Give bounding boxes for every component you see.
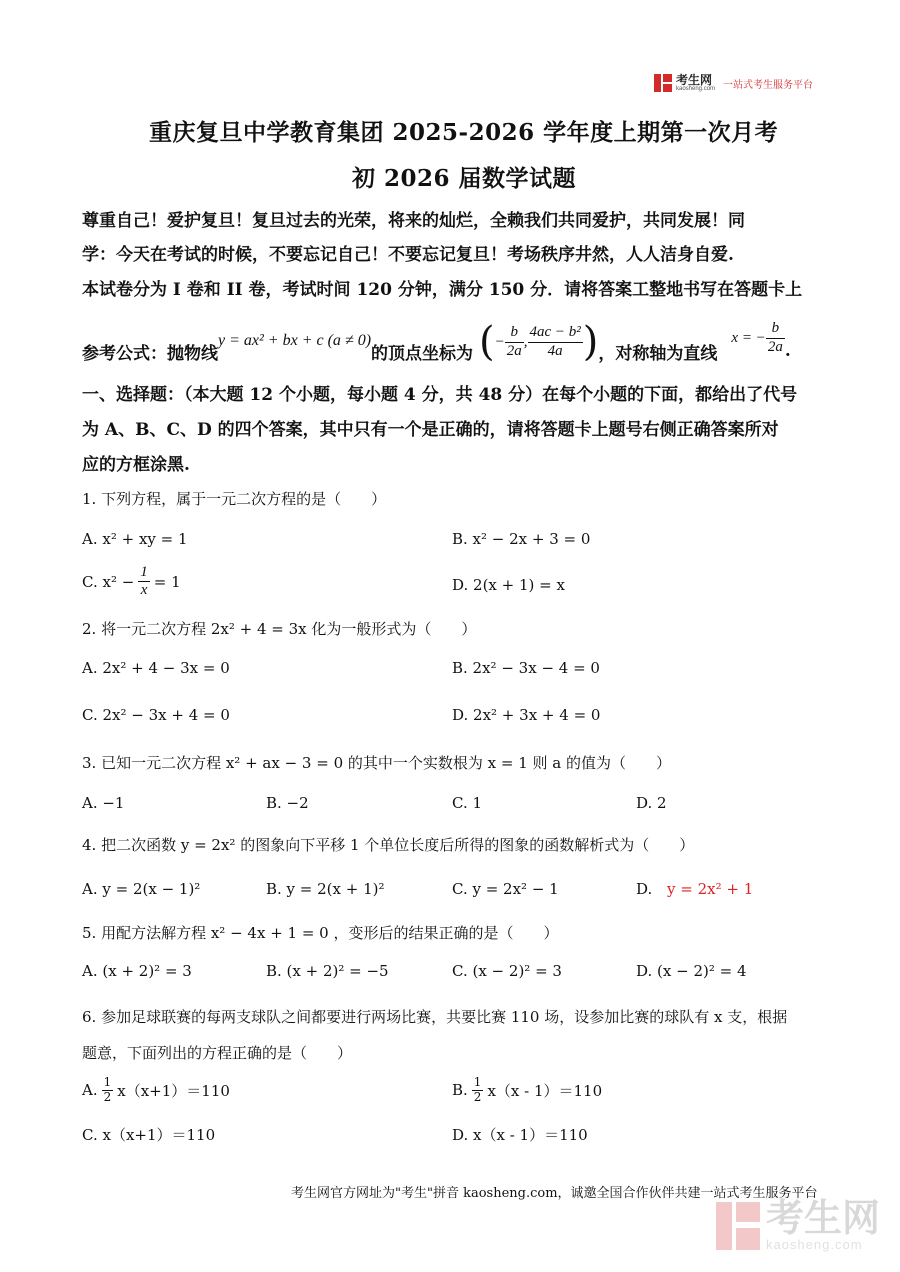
q6-b-rest: x（x - 1）＝110 bbox=[487, 1081, 603, 1100]
vertex-y-fraction bbox=[528, 324, 583, 360]
q6-option-c[interactable]: C. x（x+1）＝110 bbox=[82, 1126, 216, 1144]
vertex-x-fraction bbox=[505, 324, 524, 360]
q4-option-a[interactable]: A. y = 2(x − 1)² bbox=[82, 880, 201, 898]
formula-vertex-text: 的顶点坐标为 bbox=[371, 343, 474, 364]
title-line-2: 初 2026 届数学试题 bbox=[352, 165, 577, 192]
section1-line-2: 为 A、B、C、D 的四个答案，其中只有一个是正确的，请将答题卡上题号右侧正确答案所对 bbox=[82, 420, 779, 440]
q1-c-num: 1 bbox=[138, 564, 150, 582]
q3-option-d[interactable]: D. 2 bbox=[636, 794, 667, 812]
logo-slogan: 一站式考生服务平台 bbox=[723, 79, 814, 91]
q1-c-prefix: C. x² − bbox=[82, 572, 135, 591]
q4-option-d[interactable] bbox=[636, 880, 753, 898]
vertex-x-num: b bbox=[505, 324, 524, 342]
q1-option-b[interactable]: B. x² − 2x + 3 = 0 bbox=[452, 530, 591, 548]
q6-b-label: B. bbox=[452, 1081, 468, 1100]
q3-option-c[interactable]: C. 1 bbox=[452, 794, 483, 812]
q5-option-b[interactable]: B. (x + 2)² = −5 bbox=[266, 962, 389, 980]
logo-name: 考生网 bbox=[676, 73, 713, 87]
q2-option-c[interactable]: C. 2x² − 3x + 4 = 0 bbox=[82, 706, 230, 724]
q4-option-c[interactable]: C. y = 2x² − 1 bbox=[452, 880, 559, 898]
q6-stem-line-2: 题意，下面列出的方程正确的是（ ） bbox=[82, 1044, 353, 1062]
vertex-coordinates: ( − $\frac{b}{2a}$ , $\frac{\text{4ac − b²}}{4a}$ ) bbox=[479, 319, 599, 365]
q5-option-c[interactable]: C. (x − 2)² = 3 bbox=[452, 962, 562, 980]
q5-option-a[interactable]: A. (x + 2)² = 3 bbox=[82, 962, 192, 980]
q1-option-c[interactable] bbox=[82, 564, 181, 600]
vertex-y-num: 4ac − b² bbox=[528, 324, 583, 342]
formula-prefix: 参考公式：抛物线 bbox=[82, 343, 218, 364]
intro-line-2: 学：今天在考试的时候，不要忘记自己！不要忘记复旦！考场秩序井然，人人洁身自爱. bbox=[82, 245, 734, 265]
q6-option-a[interactable] bbox=[82, 1076, 230, 1105]
formula-parabola: y = ax² + bx + c (a ≠ 0) bbox=[218, 332, 372, 349]
logo-url: kaosheng.com bbox=[676, 86, 716, 92]
axis-num: b bbox=[766, 320, 785, 338]
vertex-y-den: 4a bbox=[547, 342, 563, 359]
title-line-1: 重庆复旦中学教育集团 2025-2026 学年度上期第一次月考 bbox=[149, 119, 779, 146]
q4-d-label: D. bbox=[636, 880, 653, 898]
q1-option-a[interactable]: A. x² + xy = 1 bbox=[82, 530, 188, 548]
section1-line-3: 应的方框涂黑. bbox=[82, 455, 190, 475]
axis-lhs: x = − bbox=[731, 329, 766, 346]
vertex-x-den: 2a bbox=[506, 342, 522, 359]
q2-option-b[interactable]: B. 2x² − 3x − 4 = 0 bbox=[452, 659, 600, 677]
axis-of-symmetry bbox=[731, 320, 784, 356]
q6-a-num: 1 bbox=[103, 1075, 112, 1089]
q6-a-den: 2 bbox=[103, 1089, 112, 1104]
q3-stem: 3. 已知一元二次方程 x² + ax − 3 = 0 的其中一个实数根为 x = 1 则 a 的值为（ ） bbox=[82, 754, 672, 772]
footer-text: 考生网官方网址为"考生"拼音 kaosheng.com，诚邀全国合作伙伴共建一站式考生服务平台 bbox=[291, 1186, 818, 1201]
formula-axis-text: ，对称轴为直线 bbox=[598, 343, 718, 364]
q5-option-d[interactable]: D. (x − 2)² = 4 bbox=[636, 962, 747, 980]
axis-fraction bbox=[766, 320, 785, 356]
q4-option-b[interactable]: B. y = 2(x + 1)² bbox=[266, 880, 385, 898]
reference-formula bbox=[82, 312, 791, 372]
q1-c-suffix: = 1 bbox=[153, 572, 181, 591]
q5-stem: 5. 用配方法解方程 x² − 4x + 1 = 0 ，变形后的结果正确的是（ ） bbox=[82, 924, 559, 942]
q6-option-b[interactable] bbox=[452, 1076, 602, 1105]
q3-option-a[interactable]: A. −1 bbox=[82, 794, 125, 812]
watermark-name: 考生网 bbox=[766, 1198, 881, 1240]
q4-stem: 4. 把二次函数 y = 2x² 的图象向下平移 1 个单位长度后所得的图象的函数解析式为（ ） bbox=[82, 836, 695, 854]
q1-option-d[interactable]: D. 2(x + 1) = x bbox=[452, 576, 565, 594]
intro-line-3: 本试卷分为 I 卷和 II 卷，考试时间 120 分钟，满分 150 分．请将答案工整地书写在答题卡上 bbox=[82, 280, 803, 300]
q6-b-fraction bbox=[472, 1076, 484, 1105]
q1-c-fraction bbox=[138, 564, 150, 600]
q6-a-label: A. bbox=[82, 1081, 98, 1100]
q6-a-fraction bbox=[102, 1076, 114, 1105]
q3-option-b[interactable]: B. −2 bbox=[266, 794, 309, 812]
header-logo bbox=[654, 74, 813, 92]
watermark bbox=[716, 1200, 880, 1251]
intro-line-1: 尊重自己！爱护复旦！复旦过去的光荣，将来的灿烂，全赖我们共同爱护，共同发展！同 bbox=[82, 211, 745, 231]
section1-line-1: 一、选择题：（本大题 12 个小题，每小题 4 分，共 48 分）在每个小题的下面，都给出了代号 bbox=[82, 385, 798, 405]
q6-b-den: 2 bbox=[473, 1089, 482, 1104]
axis-den: 2a bbox=[767, 338, 783, 355]
watermark-logo-icon bbox=[716, 1202, 760, 1250]
q2-option-a[interactable]: A. 2x² + 4 − 3x = 0 bbox=[82, 659, 230, 677]
formula-end: . bbox=[784, 341, 791, 361]
q6-option-d[interactable]: D. x（x - 1）＝110 bbox=[452, 1126, 588, 1144]
q2-stem: 2. 将一元二次方程 2x² + 4 = 3x 化为一般形式为（ ） bbox=[82, 620, 477, 638]
watermark-url: kaosheng.com bbox=[766, 1237, 863, 1252]
q2-option-d[interactable]: D. 2x² + 3x + 4 = 0 bbox=[452, 706, 601, 724]
q4-d-answer: y = 2x² + 1 bbox=[667, 880, 754, 898]
q6-stem-line-1: 6. 参加足球联赛的每两支球队之间都要进行两场比赛，共要比赛 110 场，设参加比赛的球队有 x 支，根据 bbox=[82, 1008, 788, 1026]
kaosheng-logo-icon bbox=[654, 74, 672, 92]
q6-b-num: 1 bbox=[473, 1075, 482, 1089]
q6-a-rest: x（x+1）＝110 bbox=[117, 1081, 230, 1100]
q1-c-den: x bbox=[140, 582, 148, 599]
q1-stem: 1. 下列方程，属于一元二次方程的是（ ） bbox=[82, 490, 387, 508]
